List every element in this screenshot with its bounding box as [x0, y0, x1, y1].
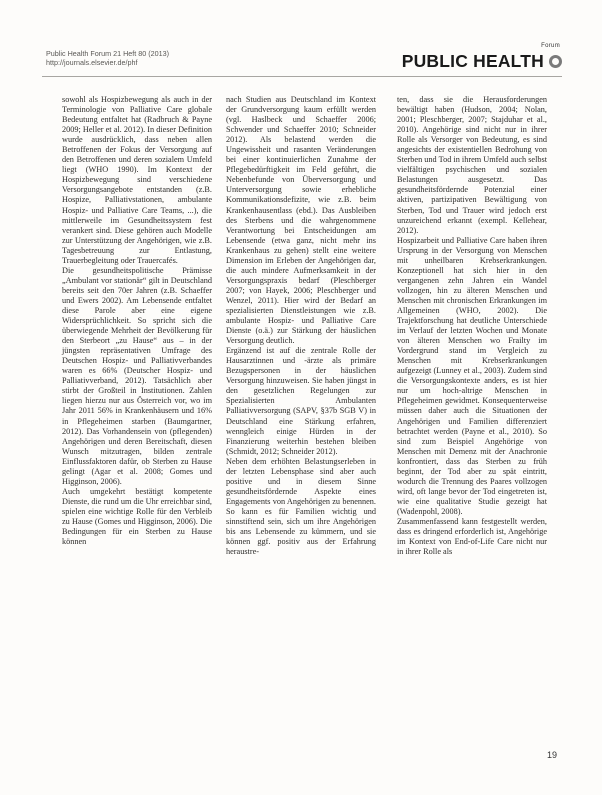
text-column-3	[397, 95, 547, 557]
paragraph: Neben dem erhöhten Belastungserleben in der letzten Lebensphase sind aber auch positive und in diesem Sinne gesundheitsfördernde Aspekte eines Engagements von Angehörigen zu benennen. So kann es für Familien wichtig und sinnstiftend sein, sich um ihre Angehörigen bis ans Lebensende zu kümmern, und sie können ggf. positiv aus der Erfahrung heraustre-	[226, 456, 376, 557]
logo-title: PUBLIC HEALTH	[401, 51, 544, 71]
paragraph: Hospizarbeit und Palliative Care haben ihren Ursprung in der Versorgung von Menschen mit unheilbaren Krebserkrankungen. Konzeptionell hat sich hier in den vergangenen zehn Jahren ein Wandel vollzogen, hin zu älteren Menschen und Menschen mit chronischen Erkrankungen im Allgemeinen (WHO, 2002). Die Trajektforschung hat deutliche Unterschiede im Verlauf der letzten Wochen und Monate von älteren Menschen wo Frailty im Vordergrund stand im Vergleich zu Menschen mit Krebserkrankungen aufgezeigt (Lunney et al., 2003). Zudem sind die Versorgungskontexte anders, es ist hier nur um hoch-altrige Menschen in Pflegeheimen gewidmet. Konsequenterweise müssen daher auch die Situationen der Angehörigen und Familien differenziert betrachtet werden (Payne et al., 2010). So sind zum Beispiel Angehörige von Menschen mit Demenz mit der Anachronie konfrontiert, dass das Sterben zu früh beginnt, der Tod aber zu spät eintritt, wodurch die Trennung des Paares vollzogen wird, oft lange bevor der Tod eingetreten ist, wie eine qualitative Studie gezeigt hat (Wadenpohl, 2008).	[397, 235, 547, 516]
paragraph: Auch umgekehrt bestätigt kompetente Dienste, die rund um die Uhr erreichbar sind, spielen eine wichtige Rolle für den Verbleib zu Hause (Gomes und Higginson, 2006). Die Bedingungen für ein Sterben zu Hause können	[62, 486, 212, 547]
paragraph: nach Studien aus Deutschland im Kontext der Grundversorgung kaum erfüllt werden (vgl. Haslbeck und Schaeffer 2006; Schwender und Schaeffer 2010; Schneider 2012). Als belastend werden die Ungewissheit und rasanten Veränderungen bei einer kontinuierlichen Zunahme der Pflegebedürftigkeit im Feld geführt, die Nebenbefunde von Überversorgung und Unterversorgung sowie erhebliche Kommunikationsdefizite, wie z.B. beim Krankenhausentlass (ebd.). Das Ausbleiben des Sterbens und die wahrgenommene Verantwortung bei Entscheidungen am Lebensende (etwa ganz, nicht mehr ins Krankenhaus zu gehen) stellt eine weitere Dimension im Erleben der Angehörigen dar, die auch mindere Aufmerksamkeit in der Versorgungspraxis bedarf (Pleschberger 2007; von Hayek, 2006; Pleschberger und Wenzel, 2011). Hier wird der Bedarf an spezialisierten Dienstleistungen wie z.B. ambulante Hospiz- und Palliative Care Dienste (o.ä.) zur Stärkung der häuslichen Versorgung deutlich.	[226, 95, 376, 346]
paragraph: Die gesundheitspolitische Prämisse „Ambulant vor stationär“ gilt in Deutschland bereits seit den 70er Jahren (z.B. Schaeffer und Ewers 2002). Am Lebensende entfaltet diese Parole aber eine eigene Widersprüchlichkeit. So spricht sich die überwiegende Mehrheit der Bevölkerung für den Sterbeort „zu Hause“ aus – in der jüngsten repräsentativen Umfrage des Deutschen Hospiz- und Palliativverbandes waren es 66% (Deutscher Hospiz- und Palliativverband, 2012). Tatsächlich aber stirbt der Großteil in Institutionen. Zahlen liegen hierzu nur aus Österreich vor, wo im Jahr 2011 56% in Krankenhäusern und 16% in Pflegeheimen starben (Baumgartner, 2012). Das Vorhandensein von (pflegenden) Angehörigen und deren Bereitschaft, diesen Wunsch mitzutragen, bilden zentrale Einflussfaktoren dafür, ob Sterben zu Hause gelingt (Agar et al. 2008; Gomes und Higginson, 2006).	[62, 265, 212, 486]
header-divider	[42, 76, 562, 77]
journal-citation: Public Health Forum 21 Heft 80 (2013)	[46, 49, 170, 58]
logo-forum-label: Forum	[541, 43, 560, 49]
journal-url: http://journals.elsevier.de/phf	[46, 57, 138, 67]
paragraph: Zusammenfassend kann festgestellt werden, dass es dringend erforderlich ist, Angehörige im Kontext von End-of-Life Care nicht nur in ihrer Rolle als	[397, 516, 547, 557]
journal-logo	[402, 45, 562, 72]
text-column-2	[226, 95, 376, 557]
paragraph: Ergänzend ist auf die zentrale Rolle der Hausarztinnen und -ärzte als primäre Bezugspersonen in der häuslichen Versorgung hinzuweisen. Sie haben jüngst in den gesetzlichen Regelungen zur Spezialisierten Ambulanten Palliativversorgung (SAPV, §37b SGB V) in Deutschland eine Stärkung erfahren, wenngleich einige Hürden in der Finanzierung weiterhin bestehen bleiben (Schmidt, 2012; Schneider 2012).	[226, 346, 376, 456]
paragraph: sowohl als Hospizbewegung als auch in der Terminologie von Palliative Care globale Bedeutung entfaltet hat (Radbruch & Payne 2009; Heller et al. 2012). In dieser Definition wurde ausdrücklich, dass neben allen Betroffenen der Fokus der Versorgung auf den Betroffenen und deren sozialem Umfeld liegt (WHO 1990). Im Kontext der Hospizbewegung sind verschiedene Versorgungsangebote entstanden (z.B. Hospize, Palliativstationen, ambulante Hospiz- und Palliative Care Teams, ...), die mittlerweile im Gesundheitssystem fest verankert sind. Diese gehören auch Modelle zur Unterstützung der Angehörigen, wie z.B. Tagesbetreuung zur Entlastung, Trauerbegleitung oder Trauercafés.	[62, 95, 212, 265]
journal-header-info	[46, 50, 169, 67]
paragraph: ten, dass sie die Herausforderungen bewältigt haben (Hudson, 2004; Nolan, 2001; Pleschberger, 2007; Stajduhar et al., 2010). Angehörige sind nicht nur in ihrer Rolle als Versorger von Bedeutung, es sind angesichts der existentiellen Bedrohung von Sterben und Tod in ihrem Umfeld auch selbst vielfältigen psychischen und sozialen Belastungen ausgesetzt. Das gesundheitsfördernde Potenzial einer aktiven, partizipativen Bewältigung von Sterben, Tod und Trauer wird jedoch erst unzureichend erkannt (exempl. Kellehear, 2012).	[397, 95, 547, 235]
page-number: 19	[546, 750, 557, 760]
logo-ring-icon	[549, 55, 562, 68]
text-column-1	[62, 95, 212, 547]
